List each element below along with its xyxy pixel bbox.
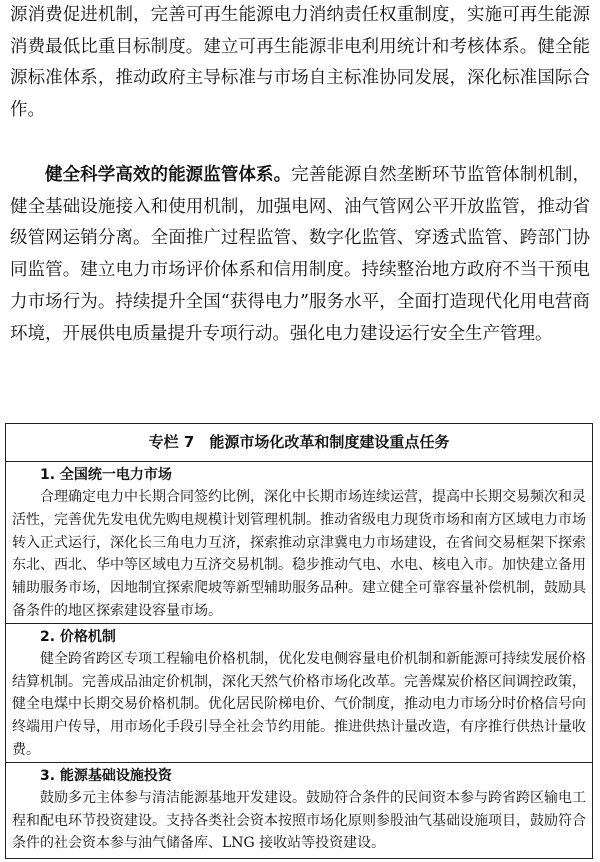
paragraph-continued [10, 0, 590, 127]
box-section-infrastructure-investment [6, 763, 592, 855]
section-body: 合理确定电力中长期合同签约比例，深化中长期市场连续运营，提高中长期交易频次和灵活性，完善优先发电优先购电规模计划管理机制。推动省级电力现货市场和南方区域电力市场转入正式运行，深化长三角电力互济，探索推动京津冀电力市场建设，在省间交易框架下探索东北、西北、华中等区域电力互济交易机制。稳步推动气电、水电、核电入市。加快建立备用辅助服务市场，因地制宜探索爬坡等新型辅助服务品种。建立健全可靠容量补偿机制，鼓励具备条件的地区探索建设容量市场。 [12, 489, 586, 619]
box-section-power-market [6, 462, 592, 624]
box-title: 专栏 7 能源市场化改革和制度建设重点任务 [6, 424, 592, 462]
paragraph-energy-regulation [10, 160, 590, 350]
section-heading: 2. 价格机制 [40, 628, 116, 645]
section-body: 鼓励多元主体参与清洁能源基地开发建设。鼓励符合条件的民间资本参与跨省跨区输电工程和配电环节投资建设。支持各类社会资本按照市场化原则参股油气基础设施项目，鼓励符合条件的社会资本参与油气储备库、LNG 接收站等投资建设。 [12, 789, 586, 852]
feature-box [5, 423, 593, 859]
paragraph-text: 源消费促进机制，完善可再生能源电力消纳责任权重制度，实施可再生能源消费最低比重目标制度。建立可再生能源非电利用统计和考核体系。健全能源标准体系，推动政府主导标准与市场自主标准协同发展，深化标准国际合作。 [10, 5, 590, 121]
box-section-price-mechanism [6, 624, 592, 763]
paragraph-lead: 健全科学高效的能源监管体系。 [45, 165, 292, 185]
section-heading: 1. 全国统一电力市场 [40, 467, 172, 483]
section-heading: 3. 能源基础设施投资 [40, 767, 172, 784]
paragraph-text: 完善能源自然垄断环节监管体制机制，健全基础设施接入和使用机制，加强电网、油气管网公平开放监管，推动省级管网运销分离。全面推广过程监管、数字化监管、穿透式监管、跨部门协同监管。建立电力市场评价体系和信用制度。持续整治地方政府不当干预电力市场行为。持续提升全国“获得电力”服务水平，全面打造现代化用电营商环境，开展供电质量提升专项行动。强化电力建设运行安全生产管理。 [10, 165, 591, 344]
section-body: 健全跨省跨区专项工程输电价格机制，优化发电侧容量电价机制和新能源可持续发展价格结算机制。完善成品油定价机制，深化天然气价格市场化改革。完善煤炭价格区间调控政策，健全电煤中长期交易价格机制。优化居民阶梯电价、气价制度，推动电力市场分时价格信号向终端用户传导，用市场化手段引导全社会节约用能。推进供热计量改造，有序推行供热计量收费。 [12, 650, 586, 758]
